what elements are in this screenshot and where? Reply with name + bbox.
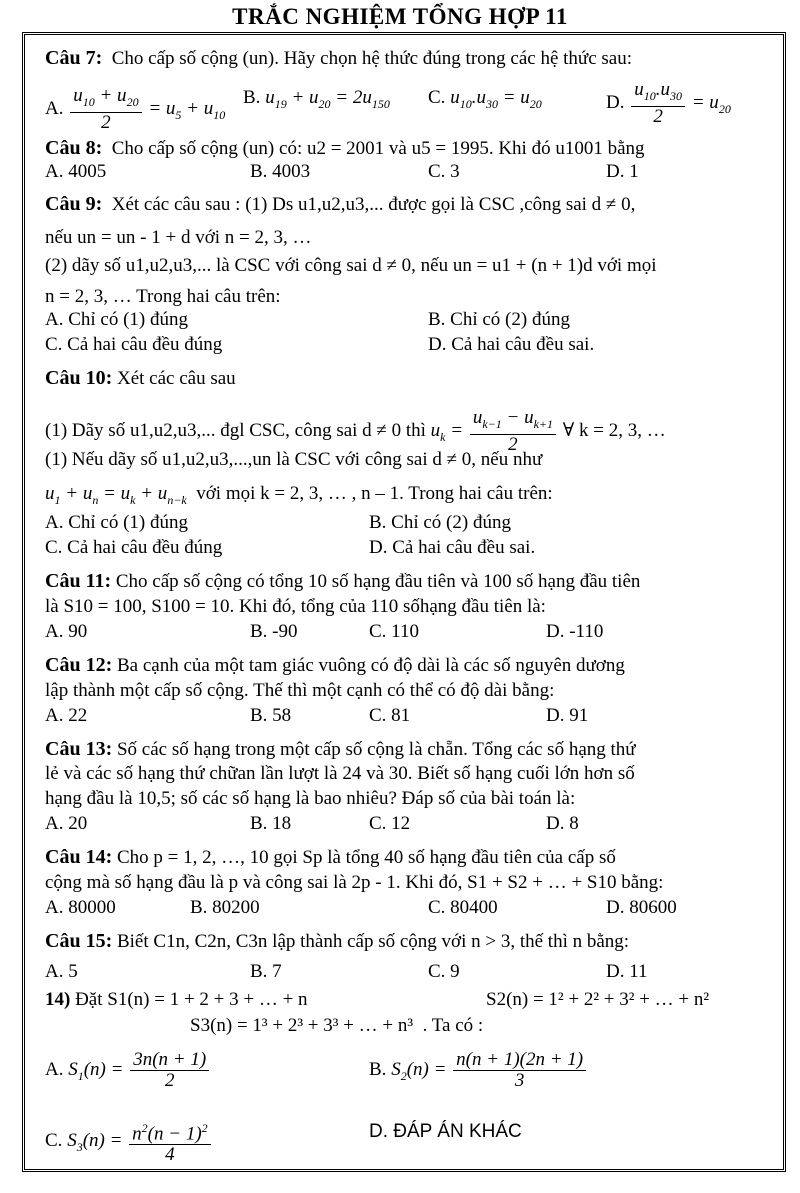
answer-d: D. -110: [546, 621, 604, 642]
question-12: Câu 12: Ba cạnh của một tam giác vuông có độ dài là các số nguyên dương: [45, 654, 625, 676]
answer-b: B. $S_2(n)$ = $\frac{n(n + 1)(2n + 1)}{3}$: [369, 1050, 588, 1091]
question-label: Câu 8:: [45, 137, 103, 159]
answer-d: D. $\frac{u_{10}.u_{30}}{2}$ = $u_{20}$: [606, 79, 731, 127]
question-label: 14): [45, 989, 71, 1010]
question-7: [45, 46, 770, 71]
question-text: lẻ và các số hạng thứ chữan lần lượt là 24 và 30. Biết số hạng cuối lớn hơn số: [45, 763, 635, 784]
question-9: Câu 9: Xét các câu sau : (1) Ds u1,u2,u3,... được gọi là CSC ,công sai d ≠ 0,: [45, 193, 636, 215]
answer-a: A. 4005: [45, 161, 107, 182]
question-11: Câu 11: Cho cấp số cộng có tổng 10 số hạng đầu tiên và 100 số hạng đầu tiên: [45, 570, 641, 592]
question-text: $u_1 + u_n = u_k + u_{n-k}$ với mọi k = 2, 3, … , n – 1. Trong hai câu trên:: [45, 483, 553, 507]
question-text: Cho cấp số cộng (un). Hãy chọn hệ thức đúng trong các hệ thức sau:: [111, 48, 632, 69]
answer-b: B. $u_{19} + u_{20} = 2u_{150}$: [243, 87, 390, 111]
answer-c: C. 81: [369, 705, 411, 726]
question-label: Câu 10:: [45, 367, 113, 389]
page-title: TRẮC NGHIỆM TỔNG HỢP 11: [232, 4, 568, 29]
question-text: cộng mà số hạng đầu là p và công sai là 2p - 1. Khi đó, S1 + S2 + … + S10 bằng:: [45, 872, 664, 893]
answer-a: A. $\frac{u_{10} + u_{20}}{2}$ = $u_5 + u_{10}$: [45, 85, 226, 133]
question-text: (1) Dãy số u1,u2,u3,... đgl CSC, công sai d ≠ 0 thì $u_k$ = $\frac{u_{k-1} - u_{k+1}}{2}$ ∀ k = 2, 3, …: [45, 407, 666, 455]
question-15: Câu 15: Biết C1n, C2n, C3n lập thành cấp số cộng với n > 3, thế thì n bằng:: [45, 930, 630, 952]
answer-b: B. -90: [250, 621, 298, 642]
answer-d: D. 1: [606, 161, 639, 182]
question-label: Câu 13:: [45, 738, 113, 760]
answer-b: B. 4003: [250, 161, 311, 182]
answer-d: D. Cả hai câu đều sai.: [428, 334, 595, 355]
answer-a: A. 22: [45, 705, 88, 726]
question-label: Câu 14:: [45, 846, 113, 868]
question-text: S2(n) = 1² + 2² + 3² + … + n²: [486, 989, 710, 1010]
question-8: [45, 136, 770, 161]
answer-c: C. 110: [369, 621, 419, 642]
answer-b: B. 7: [250, 961, 282, 982]
answer-c: C. Cả hai câu đều đúng: [45, 334, 223, 355]
question-label: Câu 7:: [45, 47, 103, 69]
question-text: lập thành một cấp số cộng. Thế thì một cạnh có thể có độ dài bằng:: [45, 680, 555, 701]
question-10: [45, 366, 770, 391]
question-text: S3(n) = 1³ + 2³ + 3³ + … + n³ . Ta có :: [190, 1015, 484, 1036]
question-text: hạng đầu là 10,5; số các số hạng là bao nhiêu? Đáp số của bài toán là:: [45, 788, 576, 809]
answer-a: A. 90: [45, 621, 88, 642]
question-label: Câu 12:: [45, 654, 113, 676]
answer-c: C. $S_3(n)$ = $\frac{n^2(n - 1)^2}{4}$: [45, 1118, 213, 1165]
answer-b: B. 58: [250, 705, 292, 726]
answer-c: C. 80400: [428, 897, 498, 918]
answer-d: D. 80600: [606, 897, 677, 918]
question-label: Câu 11:: [45, 570, 112, 592]
question-text: là S10 = 100, S100 = 10. Khi đó, tổng của 110 sốhạng đầu tiên là:: [45, 596, 546, 617]
answer-d: D. 11: [606, 961, 648, 982]
answer-b: B. 18: [250, 813, 292, 834]
answer-d: D. 91: [546, 705, 589, 726]
answer-c: C. 3: [428, 161, 460, 182]
answer-a: A. 5: [45, 961, 78, 982]
question-label: Câu 9:: [45, 193, 103, 215]
question-text: (1) Nếu dãy số u1,u2,u3,...,un là CSC với công sai d ≠ 0, nếu như: [45, 449, 543, 470]
answer-a: A. $S_1(n)$ = $\frac{3n(n + 1)}{2}$: [45, 1050, 211, 1091]
answer-d: D. Cả hai câu đều sai.: [369, 537, 536, 558]
question-14b: 14) Đặt S1(n) = 1 + 2 + 3 + … + n: [45, 989, 308, 1010]
answer-a: A. 80000: [45, 897, 116, 918]
answer-a: A. Chỉ có (1) đúng: [45, 309, 189, 330]
answer-d: D. 8: [546, 813, 579, 834]
answer-c: C. $u_{10}.u_{30} = u_{20}$: [428, 87, 542, 111]
answer-b: B. Chỉ có (2) đúng: [369, 512, 511, 533]
question-13: Câu 13: Số các số hạng trong một cấp số cộng là chẵn. Tổng các số hạng thứ: [45, 738, 636, 760]
question-text: Cho cấp số cộng (un) có: u2 = 2001 và u5 = 1995. Khi đó u1001 bằng: [111, 138, 645, 159]
question-text: n = 2, 3, … Trong hai câu trên:: [45, 286, 281, 307]
answer-a: A. Chỉ có (1) đúng: [45, 512, 189, 533]
question-label: Câu 15:: [45, 930, 113, 952]
question-text: Xét các câu sau: [116, 368, 236, 389]
answer-c: C. 12: [369, 813, 411, 834]
question-14: Câu 14: Cho p = 1, 2, …, 10 gọi Sp là tổng 40 số hạng đầu tiên của cấp số: [45, 846, 616, 868]
answer-a: A. 20: [45, 813, 88, 834]
answer-c: C. Cả hai câu đều đúng: [45, 537, 223, 558]
question-text: nếu un = un - 1 + d với n = 2, 3, …: [45, 227, 312, 248]
answer-b: B. Chỉ có (2) đúng: [428, 309, 570, 330]
answer-b: B. 80200: [190, 897, 260, 918]
formula-fraction: $\frac{u_{10} + u_{20}}{2}$: [70, 86, 141, 133]
answer-d: D. ĐÁP ÁN KHÁC: [369, 1121, 522, 1142]
answer-c: C. 9: [428, 961, 460, 982]
question-text: (2) dãy số u1,u2,u3,... là CSC với công sai d ≠ 0, nếu un = u1 + (n + 1)d với mọi: [45, 255, 657, 276]
